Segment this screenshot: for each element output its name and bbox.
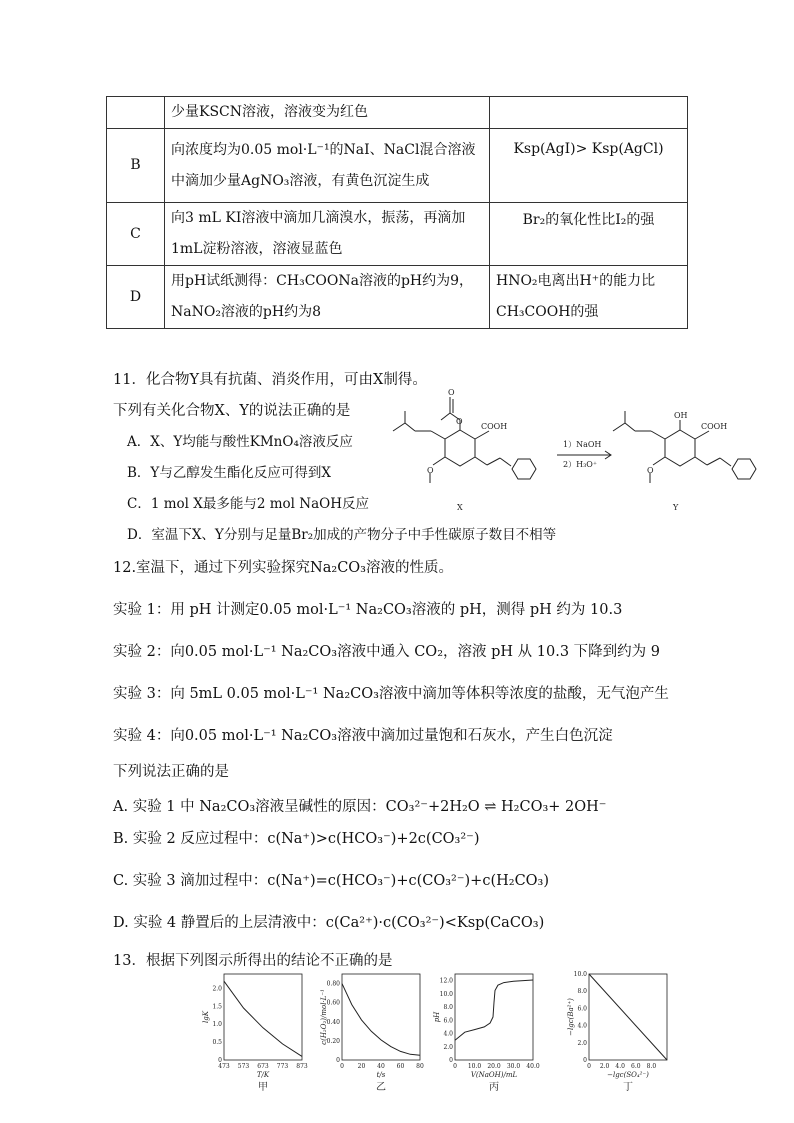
y-tick-label: 10.0 [573, 971, 587, 978]
table-row [107, 129, 688, 203]
oh-label: OH [674, 411, 688, 420]
table-row-key: B [107, 129, 165, 203]
table-row-operation: 少量KSCN溶液，溶液变为红色 [165, 97, 490, 129]
chart-caption: 丁 [623, 1082, 633, 1093]
table-row-key: C [107, 203, 165, 266]
plot-frame [455, 974, 533, 1060]
y-tick-label: 0.5 [212, 1039, 222, 1047]
y-tick-label: 2.0 [443, 1043, 453, 1051]
x-tick-label: 0 [453, 1063, 457, 1070]
x-tick-label: 573 [237, 1063, 250, 1070]
question-11-option-d: D．室温下X、Y分别与足量Br₂加成的产物分子中手性碳原子数目不相等 [127, 527, 557, 543]
question-13-stem: 13．根据下列图示所得出的结论不正确的是 [113, 953, 393, 969]
cooh-label-x: COOH [481, 422, 508, 431]
table-row [107, 266, 688, 329]
x-tick-label: 0 [340, 1063, 344, 1070]
series-line [342, 984, 420, 1056]
x-tick-label: 773 [276, 1063, 289, 1070]
question-11-option-a: A．X、Y均能与酸性KMnO₄溶液反应 [127, 434, 353, 450]
y-tick-label: 0.60 [326, 999, 340, 1007]
y-tick-label: 0 [218, 1057, 222, 1064]
question-12-prompt: 下列说法正确的是 [113, 764, 229, 780]
x-tick-label: 80 [416, 1063, 424, 1070]
y-tick-label: 6.0 [577, 1005, 587, 1013]
x-tick-label: 10.0 [467, 1063, 482, 1070]
y-tick-label: 4.0 [443, 1030, 453, 1038]
table-row [107, 97, 688, 129]
x-tick-label: 873 [296, 1063, 308, 1070]
y-tick-label: 10.0 [439, 990, 453, 998]
step-1-label: 1）NaOH [563, 440, 602, 449]
x-axis-label: t/s [376, 1071, 386, 1079]
question-11-stem: 11．化合物Y具有抗菌、消炎作用，可由X制得。 [113, 372, 427, 388]
chart-caption: 乙 [376, 1082, 386, 1093]
svg-text:O: O [647, 466, 654, 475]
table-row-key: D [107, 266, 165, 329]
experiment-4: 实验 4：向0.05 mol·L⁻¹ Na₂CO₃溶液中滴加过量饱和石灰水，产生白色沉淀 [113, 728, 613, 744]
y-axis-label: −lgc(Ba²⁺) [567, 998, 575, 1036]
y-axis-label: pH [433, 1011, 441, 1023]
x-tick-label: 40.0 [526, 1063, 540, 1070]
x-tick-label: 2.0 [599, 1063, 610, 1070]
svg-text:O: O [456, 417, 463, 426]
y-tick-label: 0 [449, 1057, 453, 1064]
x-axis-label: T/K [256, 1071, 270, 1079]
y-tick-label: 2.0 [577, 1039, 587, 1047]
x-axis-label: −lgc(SO₄²⁻) [607, 1071, 649, 1079]
y-tick-label: 0.40 [326, 1018, 340, 1026]
table-row-operation: 用pH试纸测得：CH₃COONa溶液的pH约为9，NaNO₂溶液的pH约为8 [165, 266, 490, 329]
x-tick-label: 0 [587, 1063, 591, 1070]
plot-frame [224, 974, 302, 1060]
question-11-option-c: C．1 mol X最多能与2 mol NaOH反应 [127, 496, 369, 512]
y-tick-label: 0 [336, 1057, 340, 1064]
question-11-prompt: 下列有关化合物X、Y的说法正确的是 [113, 403, 351, 419]
chart-caption: 丙 [489, 1082, 499, 1093]
series-line [224, 981, 302, 1056]
y-tick-label: 12.0 [439, 977, 453, 985]
x-tick-label: 20.0 [487, 1063, 501, 1070]
y-tick-label: 8.0 [577, 988, 587, 996]
chart-3 [433, 968, 541, 1098]
table-row-conclusion: Br₂的氧化性比I₂的强 [490, 203, 688, 266]
question-12-option-d: D. 实验 4 静置后的上层清液中：c(Ca²⁺)·c(CO₃²⁻)<Ksp(CaCO₃) [113, 915, 545, 931]
x-tick-label: 4.0 [615, 1063, 625, 1070]
experiment-3: 实验 3：向 5mL 0.05 mol·L⁻¹ Na₂CO₃溶液中滴加等体积等浓度的盐酸，无气泡产生 [113, 686, 669, 702]
y-tick-label: 0.80 [326, 980, 340, 988]
question-10-table [106, 96, 688, 329]
benzene-ring-y [665, 430, 695, 466]
experiment-1: 实验 1：用 pH 计测定0.05 mol·L⁻¹ Na₂CO₃溶液的 pH，测得 pH 约为 10.3 [113, 602, 623, 618]
chart-caption: 甲 [258, 1082, 268, 1093]
x-tick-label: 30.0 [506, 1063, 521, 1070]
chart-4 [567, 968, 675, 1098]
y-tick-label: 1.0 [212, 1021, 222, 1029]
question-12-option-c: C. 实验 3 滴加过程中：c(Na⁺)=c(HCO₃⁻)+c(CO₃²⁻)+c(H₂CO₃) [113, 873, 550, 889]
compound-x-label: X [457, 503, 463, 512]
table-row [107, 203, 688, 266]
question-11-option-b: B．Y与乙醇发生酯化反应可得到X [127, 465, 331, 481]
y-axis-label: lgK [202, 1011, 210, 1023]
question-12-option-a: A. 实验 1 中 Na₂CO₃溶液呈碱性的原因：CO₃²⁻+2H₂O ⇌ H₂CO₃+ 2OH⁻ [113, 799, 607, 815]
x-tick-label: 60 [396, 1063, 405, 1070]
table-row-operation: 向3 mL KI溶液中滴加几滴溴水，振荡，再滴加1mL淀粉溶液，溶液显蓝色 [165, 203, 490, 266]
compound-y-label: Y [673, 503, 679, 512]
x-tick-label: 673 [257, 1063, 269, 1070]
y-tick-label: 8.0 [443, 1004, 453, 1012]
y-tick-label: 0 [583, 1057, 587, 1064]
step-2-label: 2）H₃O⁺ [563, 460, 598, 469]
phenyl-ring-x [512, 459, 536, 479]
x-tick-label: 6.0 [631, 1063, 641, 1070]
plot-frame [342, 974, 420, 1060]
table-row-conclusion: HNO₂电离出H⁺的能力比CH₃COOH的强 [490, 266, 688, 329]
question-12-stem: 12.室温下，通过下列实验探究Na₂CO₃溶液的性质。 [113, 560, 453, 576]
y-tick-label: 2.0 [212, 985, 222, 993]
y-tick-label: 4.0 [577, 1022, 587, 1030]
x-tick-label: 473 [218, 1063, 230, 1070]
benzene-ring-x [445, 430, 475, 466]
svg-text:O: O [448, 388, 455, 397]
table-row-key [107, 97, 165, 129]
y-tick-label: 0.20 [326, 1037, 340, 1045]
x-tick-label: 40 [377, 1063, 385, 1070]
table-row-conclusion: Ksp(AgI)> Ksp(AgCl) [490, 129, 688, 203]
reaction-scheme [385, 385, 765, 520]
x-axis-label: V(NaOH)/mL [470, 1071, 518, 1079]
chart-2 [320, 968, 428, 1098]
y-tick-label: 6.0 [443, 1017, 453, 1025]
y-axis-label: c(H₂O₂)/mol·L⁻¹ [320, 989, 328, 1045]
phenyl-ring-y [732, 459, 756, 479]
series-line [455, 980, 533, 1040]
experiment-2: 实验 2：向0.05 mol·L⁻¹ Na₂CO₃溶液中通入 CO₂，溶液 pH 从 10.3 下降到约为 9 [113, 644, 660, 660]
chart-1 [202, 968, 310, 1098]
x-tick-label: 8.0 [646, 1063, 657, 1070]
table-row-conclusion [490, 97, 688, 129]
cooh-label-y: COOH [701, 422, 728, 431]
series-line [589, 974, 667, 1060]
y-tick-label: 1.5 [212, 1003, 222, 1011]
svg-text:O: O [427, 466, 434, 475]
x-tick-label: 20 [357, 1063, 366, 1070]
question-12-option-b: B. 实验 2 反应过程中：c(Na⁺)>c(HCO₃⁻)+2c(CO₃²⁻) [113, 831, 480, 847]
table-row-operation: 向浓度均为0.05 mol·L⁻¹的NaI、NaCl混合溶液中滴加少量AgNO₃溶液，有黄色沉淀生成 [165, 129, 490, 203]
